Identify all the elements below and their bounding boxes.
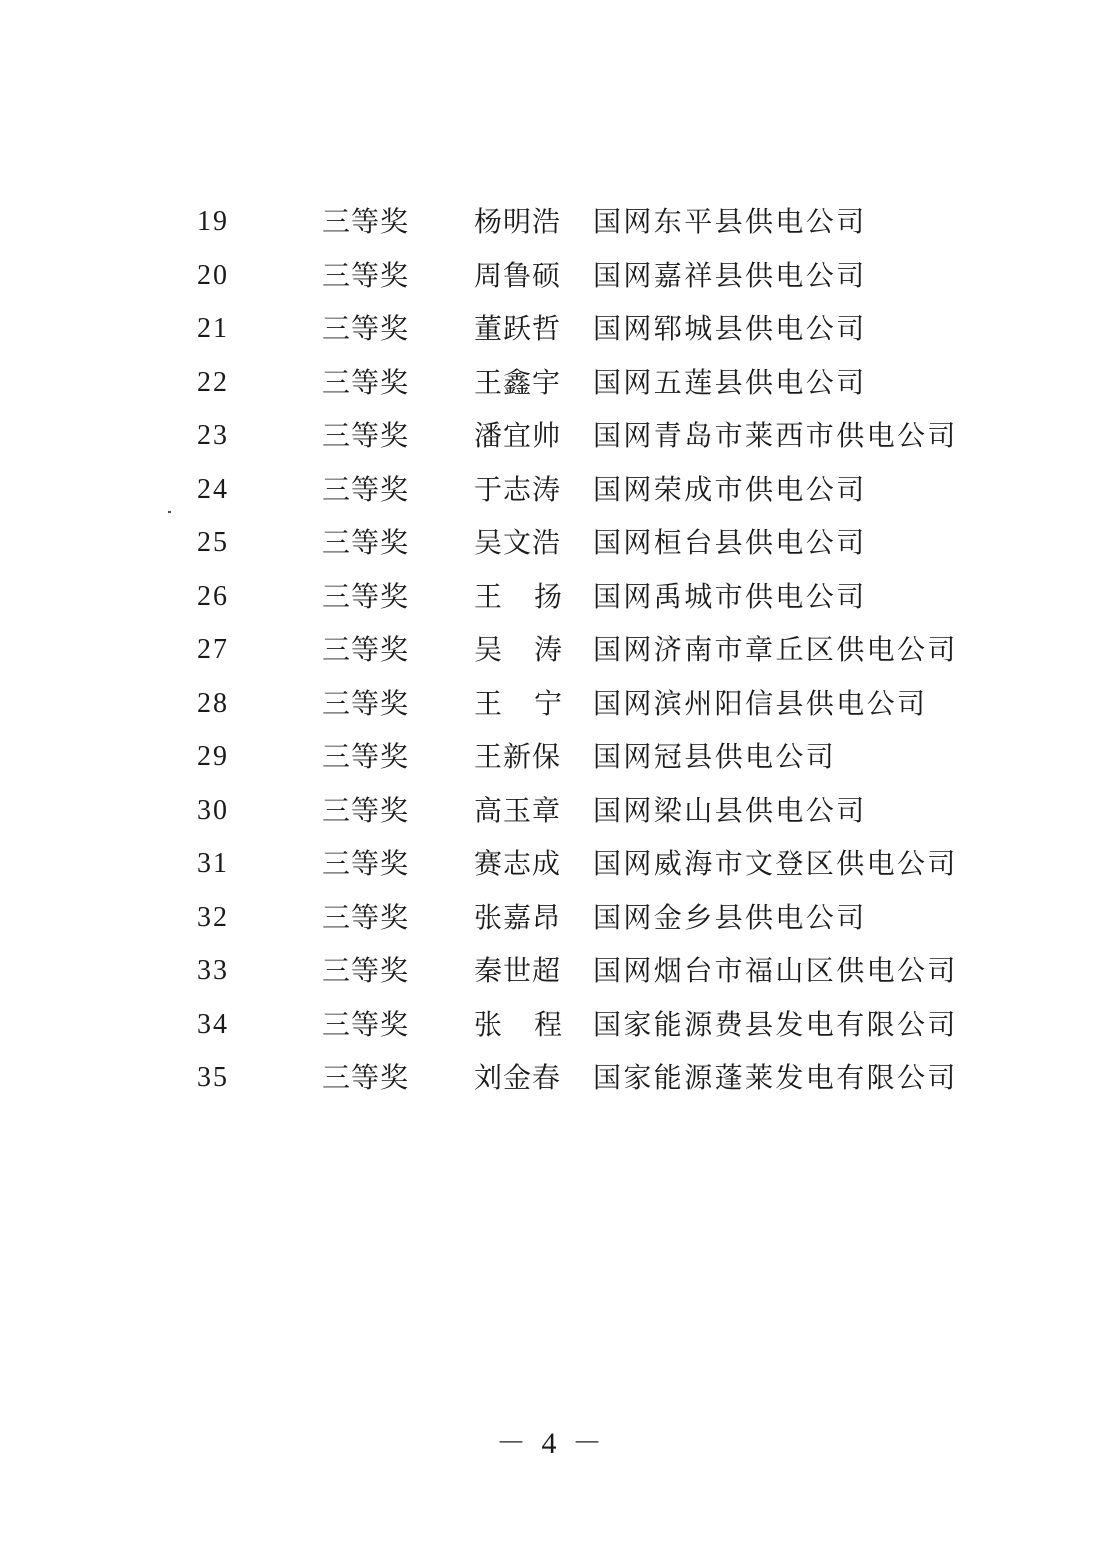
award-level: 三等奖 <box>322 258 410 292</box>
award-number: 31 <box>197 848 229 879</box>
winner-unit: 国网冠县供电公司 <box>593 740 837 773</box>
award-number: 29 <box>197 741 229 772</box>
award-row <box>0 196 1102 250</box>
award-number: 30 <box>197 794 229 826</box>
winner-unit: 国网金乡县供电公司 <box>593 900 867 934</box>
winner-unit: 国网东平县供电公司 <box>593 205 867 238</box>
award-row <box>0 945 1102 999</box>
award-number: 24 <box>197 473 229 505</box>
winner-unit: 国网桓台县供电公司 <box>593 526 867 559</box>
award-number: 28 <box>197 687 229 719</box>
award-row <box>0 357 1102 411</box>
award-number: 25 <box>197 527 229 558</box>
award-row <box>0 999 1102 1053</box>
award-number: 21 <box>197 313 229 344</box>
award-row <box>0 678 1102 732</box>
winner-name: 赛志成 <box>474 847 562 880</box>
award-level: 三等奖 <box>322 900 410 934</box>
award-row <box>0 410 1102 464</box>
award-level: 三等奖 <box>322 365 410 399</box>
page-number: － 4 － <box>496 1427 606 1460</box>
winner-unit: 国网郓城县供电公司 <box>593 312 867 345</box>
award-row <box>0 464 1102 518</box>
award-number: 27 <box>197 634 229 665</box>
winner-unit: 国网青岛市莱西市供电公司 <box>593 419 958 452</box>
winner-name: 吴文浩 <box>474 526 562 559</box>
award-row <box>0 303 1102 357</box>
award-row <box>0 838 1102 892</box>
award-level: 三等奖 <box>322 1007 410 1041</box>
winner-unit: 国网滨州阳信县供电公司 <box>593 686 928 720</box>
winner-name: 王扬 <box>474 579 562 613</box>
winner-name: 张程 <box>474 1007 562 1041</box>
winner-unit: 国网威海市文登区供电公司 <box>593 847 958 880</box>
winner-name: 张嘉昂 <box>474 900 562 934</box>
award-number: 32 <box>197 901 229 933</box>
award-number: 20 <box>197 259 229 291</box>
winner-name: 王新保 <box>474 740 562 773</box>
winner-name: 于志涛 <box>474 472 562 506</box>
award-level: 三等奖 <box>322 205 410 238</box>
award-list <box>0 196 1102 1106</box>
award-number: 35 <box>197 1062 229 1093</box>
winner-name: 杨明浩 <box>474 205 562 238</box>
award-level: 三等奖 <box>322 579 410 613</box>
award-row <box>0 624 1102 678</box>
award-row <box>0 731 1102 785</box>
award-row <box>0 892 1102 946</box>
award-row <box>0 250 1102 304</box>
award-row <box>0 571 1102 625</box>
award-level: 三等奖 <box>322 686 410 720</box>
winner-name: 秦世超 <box>474 954 562 987</box>
award-number: 22 <box>197 366 229 398</box>
award-row <box>0 785 1102 839</box>
award-level: 三等奖 <box>322 740 410 773</box>
winner-unit: 国网济南市章丘区供电公司 <box>593 633 958 666</box>
award-level: 三等奖 <box>322 847 410 880</box>
winner-name: 王宁 <box>474 686 562 720</box>
winner-name: 刘金春 <box>474 1061 562 1094</box>
award-number: 33 <box>197 955 229 986</box>
winner-unit: 国家能源费县发电有限公司 <box>593 1007 958 1041</box>
winner-name: 潘宜帅 <box>474 419 562 452</box>
award-level: 三等奖 <box>322 526 410 559</box>
award-row <box>0 517 1102 571</box>
award-level: 三等奖 <box>322 472 410 506</box>
award-number: 34 <box>197 1008 229 1040</box>
award-number: 26 <box>197 580 229 612</box>
winner-name: 吴涛 <box>474 633 562 666</box>
winner-unit: 国网嘉祥县供电公司 <box>593 258 867 292</box>
award-level: 三等奖 <box>322 954 410 987</box>
winner-unit: 国家能源蓬莱发电有限公司 <box>593 1061 958 1094</box>
award-level: 三等奖 <box>322 793 410 827</box>
winner-unit: 国网荣成市供电公司 <box>593 472 867 506</box>
award-level: 三等奖 <box>322 419 410 452</box>
award-row <box>0 1052 1102 1106</box>
winner-name: 周鲁硕 <box>474 258 562 292</box>
award-number: 23 <box>197 420 229 451</box>
winner-name: 高玉章 <box>474 793 562 827</box>
award-level: 三等奖 <box>322 312 410 345</box>
award-level: 三等奖 <box>322 1061 410 1094</box>
winner-name: 董跃哲 <box>474 312 562 345</box>
winner-unit: 国网烟台市福山区供电公司 <box>593 954 958 987</box>
winner-unit: 国网五莲县供电公司 <box>593 365 867 399</box>
winner-unit: 国网禹城市供电公司 <box>593 579 867 613</box>
winner-unit: 国网梁山县供电公司 <box>593 793 867 827</box>
award-level: 三等奖 <box>322 633 410 666</box>
winner-name: 王鑫宇 <box>474 365 562 399</box>
award-number: 19 <box>197 206 229 237</box>
